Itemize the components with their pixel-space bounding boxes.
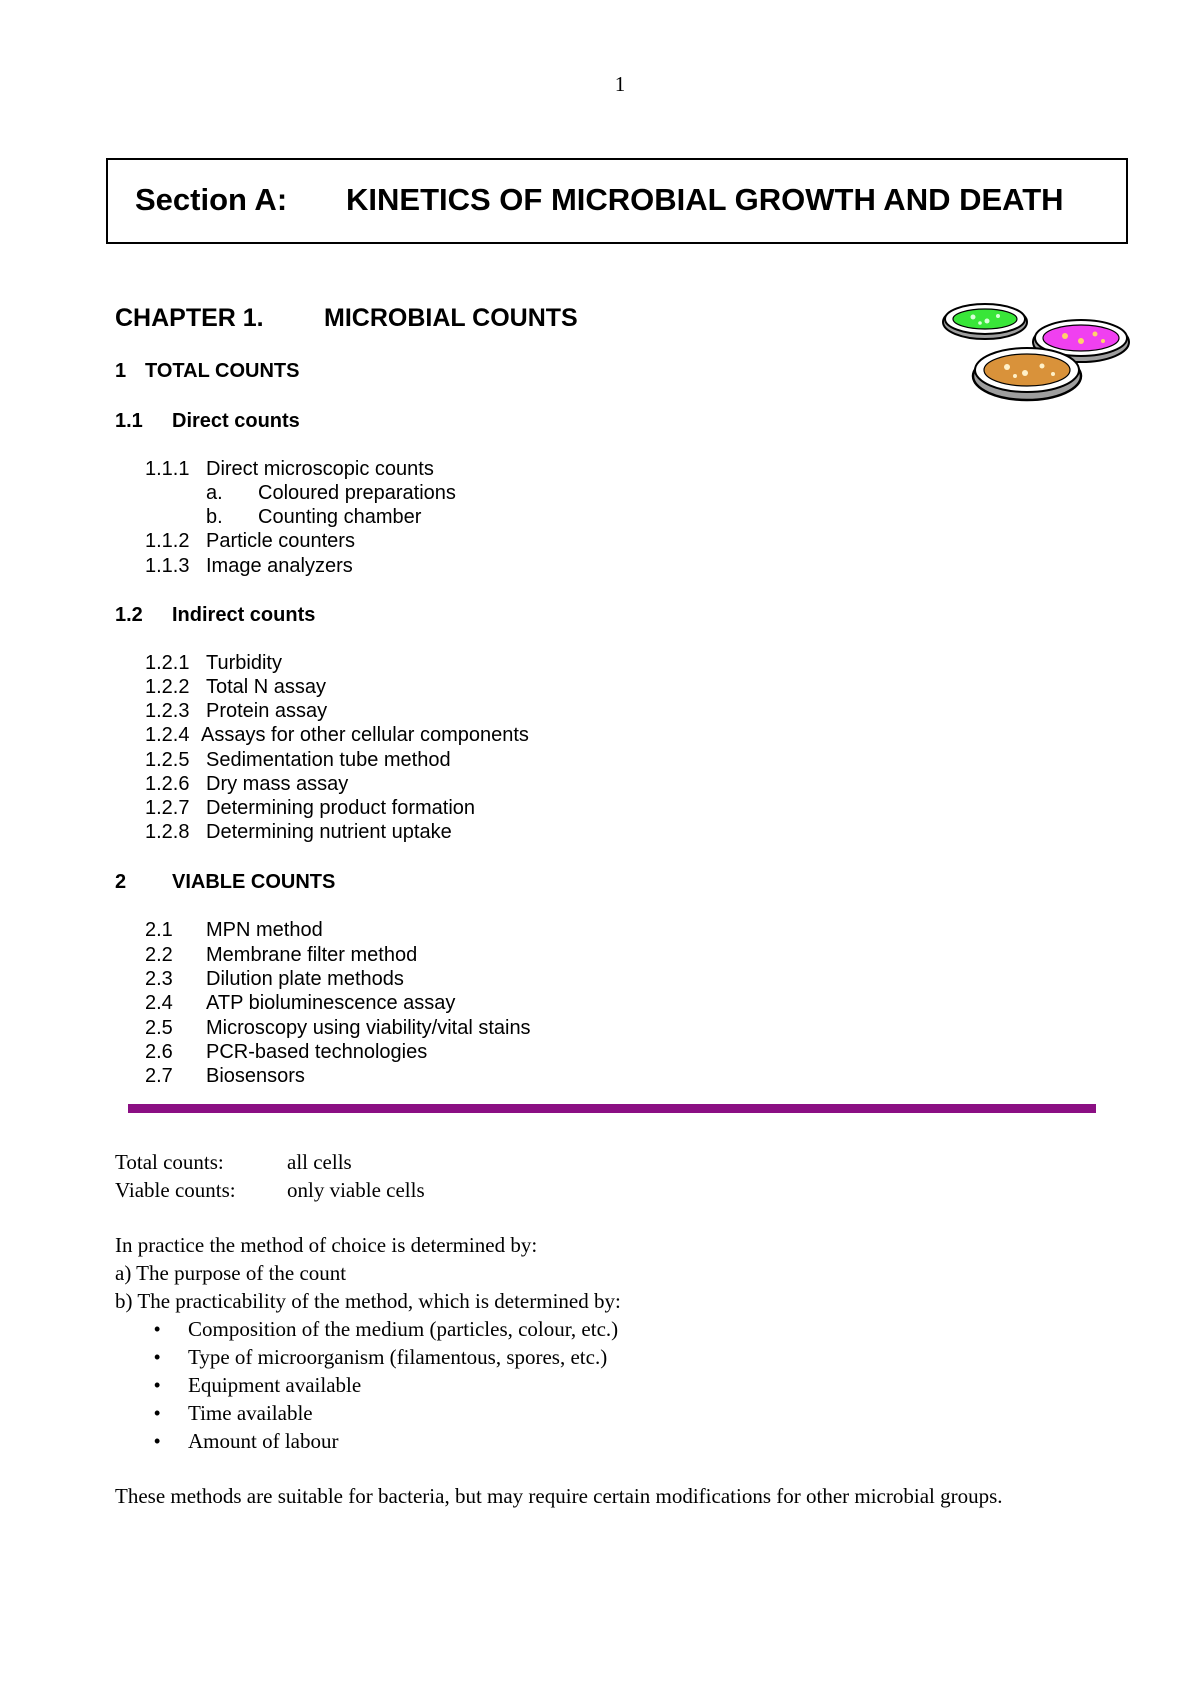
list-item-number: 2.6: [145, 1041, 173, 1063]
list-item: Microscopy using viability/vital stains: [206, 1017, 531, 1039]
definition-term: Total counts:: [115, 1150, 224, 1174]
heading-total-counts: TOTAL COUNTS: [145, 360, 300, 382]
bullet-item: Equipment available: [188, 1373, 362, 1397]
list-item: Dilution plate methods: [206, 968, 404, 990]
list-item-number: 1.2.1: [145, 652, 190, 674]
chapter-number: CHAPTER 1.: [115, 304, 264, 332]
list-item-number: b.: [206, 506, 223, 528]
list-item: ATP bioluminescence assay: [206, 992, 456, 1014]
bullet-icon: •: [154, 1375, 161, 1395]
list-item: Sedimentation tube method: [206, 749, 451, 771]
chapter-title: MICROBIAL COUNTS: [324, 304, 578, 332]
bullet-item: Composition of the medium (particles, colour, etc.): [188, 1317, 619, 1341]
definition-term: Viable counts:: [115, 1178, 236, 1202]
list-item-number: 1.2.3: [145, 700, 190, 722]
bullet-item: Amount of labour: [188, 1429, 339, 1453]
heading-viable-counts-number: 2: [115, 871, 127, 893]
list-item: Membrane filter method: [206, 944, 418, 966]
list-item-number: 2.7: [145, 1065, 173, 1087]
heading-direct-counts: Direct counts: [172, 410, 300, 432]
list-item: Particle counters: [206, 530, 355, 552]
closing-paragraph: These methods are suitable for bacteria, but may require certain modifications for other microbial groups.: [115, 1484, 1003, 1508]
section-label: Section A:: [135, 182, 288, 217]
practice-point-b: b) The practicability of the method, which is determined by:: [115, 1289, 621, 1313]
list-item: Counting chamber: [258, 506, 422, 528]
definition-desc: all cells: [287, 1150, 352, 1174]
definition-desc: only viable cells: [287, 1178, 425, 1202]
list-item: Dry mass assay: [206, 773, 349, 795]
list-item-number: 1.2.7: [145, 797, 190, 819]
list-item: Determining nutrient uptake: [206, 821, 452, 843]
bullet-item: Type of microorganism (filamentous, spores, etc.): [188, 1345, 608, 1369]
list-item-number: 1.2.8: [145, 821, 190, 843]
list-item: MPN method: [206, 919, 323, 941]
heading-indirect-counts: Indirect counts: [172, 604, 316, 626]
list-item-number: 1.2.6: [145, 773, 190, 795]
list-item-number: 1.2.5: [145, 749, 190, 771]
list-item: Total N assay: [206, 676, 327, 698]
heading-viable-counts: VIABLE COUNTS: [172, 871, 336, 893]
section-title: KINETICS OF MICROBIAL GROWTH AND DEATH: [346, 182, 1064, 217]
list-item-number: 2.2: [145, 944, 173, 966]
practice-point-a: a) The purpose of the count: [115, 1261, 347, 1285]
list-item: Direct microscopic counts: [206, 458, 434, 480]
list-item-number: 2.1: [145, 919, 173, 941]
list-item-number: 2.4: [145, 992, 173, 1014]
list-item-number: 1.2.4: [145, 724, 190, 746]
bullet-item: Time available: [188, 1401, 313, 1425]
page-number: 1: [614, 72, 626, 96]
list-item-number: a.: [206, 482, 223, 504]
bullet-icon: •: [154, 1347, 161, 1367]
list-item-number: 1.2.2: [145, 676, 190, 698]
list-item-number: 1.1.2: [145, 530, 190, 552]
list-item: Image analyzers: [206, 555, 353, 577]
heading-direct-counts-number: 1.1: [115, 410, 143, 432]
list-item-number: 1.1.1: [145, 458, 190, 480]
list-item: Biosensors: [206, 1065, 305, 1087]
list-item-number: 2.5: [145, 1017, 173, 1039]
bullet-icon: •: [154, 1403, 161, 1423]
heading-indirect-counts-number: 1.2: [115, 604, 143, 626]
list-item-number: 1.1.3: [145, 555, 190, 577]
petri-dishes-icon: [935, 300, 1135, 410]
list-item: Coloured preparations: [258, 482, 456, 504]
list-item: Turbidity: [206, 652, 282, 674]
heading-total-counts-number: 1: [115, 360, 127, 382]
section-divider: [128, 1104, 1096, 1113]
list-item: Protein assay: [206, 700, 328, 722]
list-item-number: 2.3: [145, 968, 173, 990]
bullet-icon: •: [154, 1431, 161, 1451]
list-item: PCR-based technologies: [206, 1041, 428, 1063]
practice-intro: In practice the method of choice is determined by:: [115, 1233, 538, 1257]
list-item: Determining product formation: [206, 797, 476, 819]
bullet-icon: •: [154, 1319, 161, 1339]
list-item: Assays for other cellular components: [201, 724, 529, 746]
